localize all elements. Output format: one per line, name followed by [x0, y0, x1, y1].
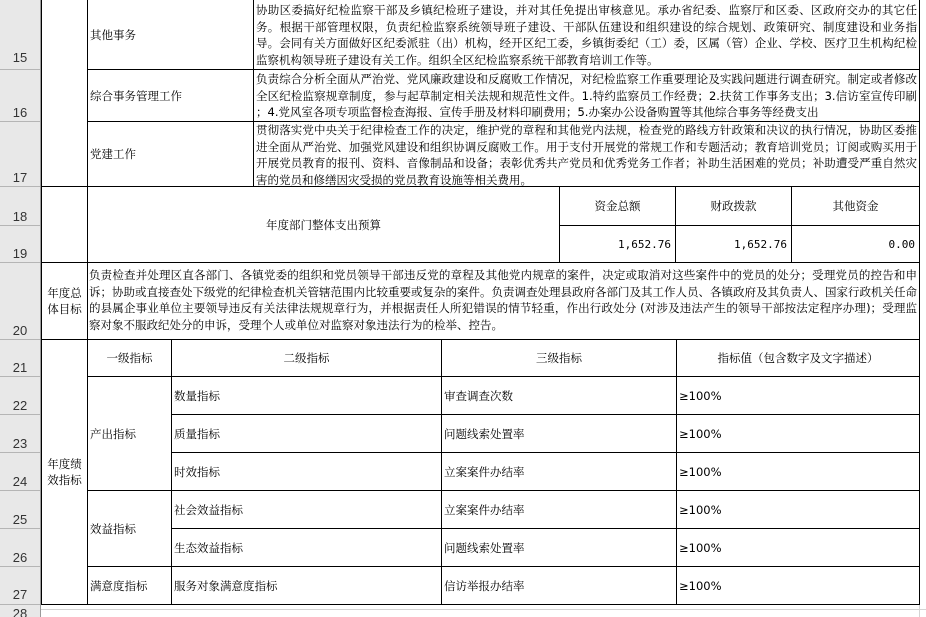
- indicator-value[interactable]: ≥100%: [679, 464, 722, 479]
- level2-cell[interactable]: 质量指标: [174, 426, 220, 441]
- indicator-value[interactable]: ≥100%: [679, 502, 722, 517]
- level1-cell[interactable]: 满意度指标: [90, 578, 148, 593]
- budget-label[interactable]: 年度部门整体支出预算: [266, 217, 381, 232]
- row-number[interactable]: 17: [12, 170, 28, 185]
- level1-cell[interactable]: 产出指标: [90, 426, 136, 441]
- row-number[interactable]: 26: [12, 550, 28, 565]
- level2-cell[interactable]: 生态效益指标: [174, 540, 243, 555]
- budget-value-fiscal[interactable]: 1,652.76: [734, 237, 787, 251]
- category-cell[interactable]: 党建工作: [90, 147, 136, 161]
- level2-cell[interactable]: 服务对象满意度指标: [174, 578, 278, 593]
- row-number[interactable]: 15: [12, 50, 28, 65]
- indicator-value[interactable]: ≥100%: [679, 540, 722, 555]
- level3-cell[interactable]: 问题线索处置率: [444, 540, 525, 555]
- goal-text[interactable]: 负责检查并处理区直各部门、各镇党委的组织和党员领导干部违反党的章程及其他党内规章的案件，决定或取消对这些案件中的党员的处分；受理党员的控告和申诉；协助或直接查处下级党的纪律检查机关管辖范围内比较重要或复杂的案件。负责调查处理县政府各部门及其工作人员、各镇政府及其负责人、国家行政机关任命的县属企事业单位主要领导违反有关法律法规规章行为，并根据责任人所犯错误的情节轻重，作出行政处分 (对涉及违法产生的领导干部按法定程序办理)；受理监察对象不服政纪处分的申诉，受理个人或单位对监察对象违法行为的检举、控告。: [89, 268, 917, 332]
- indicator-value[interactable]: ≥100%: [679, 388, 722, 403]
- level1-cell[interactable]: 效益指标: [90, 521, 136, 536]
- budget-header-other[interactable]: 其他资金: [832, 199, 879, 213]
- row-number[interactable]: 24: [12, 474, 28, 489]
- level3-cell[interactable]: 立案案件办结率: [444, 502, 525, 517]
- budget-header-fiscal[interactable]: 财政拨款: [710, 199, 757, 213]
- header-level1[interactable]: 一级指标: [106, 351, 153, 365]
- row-number[interactable]: 16: [12, 105, 28, 120]
- row-number[interactable]: 23: [12, 436, 28, 451]
- description-cell[interactable]: 负责综合分析全面从严治党、党风廉政建设和反腐败工作情况，对纪检监察工作重要理论及实践问题进行调查研究。制定或者修改全区纪检监察规章制度，参与起草制定相关法规和规范性文件。1.特约监察员工作经费；2.扶贫工作事务支出；3.信访室宣传印刷 ；4.党风室各项专项监督检查海报、宣传手册及材料印刷费用；5.办案办公设备购置等其他综合事务等经费支出: [256, 72, 917, 119]
- row-number[interactable]: 22: [12, 398, 28, 413]
- indicator-value[interactable]: ≥100%: [679, 578, 722, 593]
- description-cell[interactable]: 贯彻落实党中央关于纪律检查工作的决定，维护党的章程和其他党内法规，检查党的路线方针政策和决议的执行情况，协助区委推进全面从严治党、加强党风建设和组织协调反腐败工作。用于支付开展党的常规工作和专题活动；教育培训党员；订阅或购买用于开展党员教育的报刊、资料、音像制品和设备；表彰优秀共产党员和优秀党务工作者；补助生活困难的党员；补助遭受严重自然灾害的党员和修缮因灾受损的党员教育设施等相关费用。: [256, 123, 917, 186]
- row-number[interactable]: 25: [12, 512, 28, 527]
- budget-value-total[interactable]: 1,652.76: [618, 237, 671, 251]
- level3-cell[interactable]: 问题线索处置率: [444, 426, 525, 441]
- header-level3[interactable]: 三级指标: [536, 351, 582, 365]
- level2-cell[interactable]: 时效指标: [174, 464, 220, 479]
- row-number[interactable]: 27: [12, 587, 28, 602]
- row-number[interactable]: 28: [12, 606, 28, 617]
- level3-cell[interactable]: 立案案件办结率: [444, 464, 525, 479]
- indicator-value[interactable]: ≥100%: [679, 426, 722, 441]
- row-number[interactable]: 18: [12, 209, 28, 224]
- level2-cell[interactable]: 数量指标: [174, 388, 220, 403]
- category-cell[interactable]: 综合事务管理工作: [90, 88, 182, 103]
- description-cell[interactable]: 协助区委搞好纪检监察干部及乡镇纪检班子建设，并对其任免提出审核意见。承办省纪委、监察厅和区委、区政府交办的其它任务。根据干部管理权限，负责纪检监察系统领导班子建设、干部队伍建设和组织建设的综合规划、政策研究、制度建设和业务指导。会同有关方面做好区纪委派驻（出）机构，经开区纪工委，乡镇街委纪（工）委，区属（管）企业、学校、医疗卫生机构纪检监察机构领导班子建设有关工作。组织全区纪检监察系统干部教育培训工作等。: [256, 3, 917, 67]
- row-number[interactable]: 19: [12, 246, 28, 261]
- row-number[interactable]: 20: [12, 323, 28, 338]
- level3-cell[interactable]: 信访举报办结率: [444, 578, 525, 593]
- level3-cell[interactable]: 审查调查次数: [444, 388, 513, 403]
- performance-label[interactable]: 年度绩效指标: [47, 457, 82, 487]
- budget-value-other[interactable]: 0.00: [888, 237, 915, 251]
- budget-header-total[interactable]: 资金总额: [594, 199, 641, 213]
- row-header-column: [0, 0, 41, 617]
- header-value[interactable]: 指标值（包含数字及文字描述）: [717, 351, 879, 365]
- level2-cell[interactable]: 社会效益指标: [174, 502, 243, 517]
- row-number[interactable]: 21: [12, 360, 28, 375]
- header-level2[interactable]: 二级指标: [283, 351, 330, 365]
- category-cell[interactable]: 其他事务: [90, 27, 136, 42]
- goal-label[interactable]: 年度总体目标: [47, 286, 82, 316]
